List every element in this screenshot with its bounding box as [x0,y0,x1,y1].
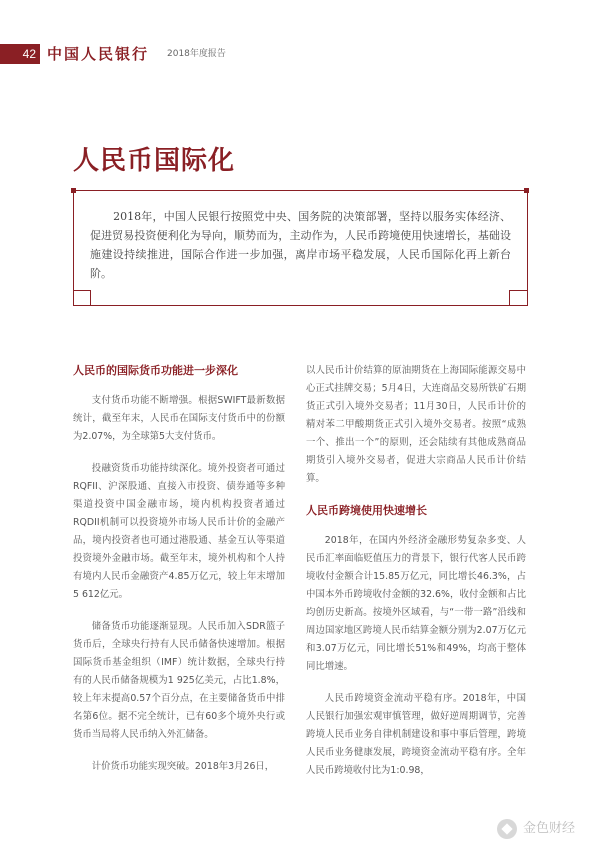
paragraph-capital-flows: 人民币跨境资金流动平稳有序。2018年，中国人民银行加强宏观审慎管理，做好逆周期调节，完善跨境人民币业务自律机制建设和事中事后管理，跨境人民币业务健康发展，跨境资金流动平稳有序。全年人民币跨境收付比为1:0.98， [306,693,526,776]
report-name: 2018年度报告 [167,49,226,59]
frame-top-rule [73,190,528,191]
frame-right-edge [509,190,528,305]
section-heading-international-function: 人民币的国际货币功能进一步深化 [73,364,238,377]
page-title: 人民币国际化 [73,146,236,176]
right-column [306,362,526,780]
left-column [73,362,285,776]
paragraph-pricing-currency: 计价货币功能实现突破。2018年3月26日， [91,761,275,772]
watermark-logo-icon [497,819,517,839]
watermark-text: 金色财经 [523,821,576,836]
paragraph-pricing-continuation: 以人民币计价结算的原油期货在上海国际能源交易中心正式挂牌交易；5月4日，大连商品交易所铁矿石期货正式引入境外交易者；11月30日，人民币计价的精对苯二甲酸期货正式引入境外交易者。按照“成熟一个、推出一个”的原则，还会陆续有其他成熟商品期货引入境外交易者，促进大宗商品人民币计价结算。 [306,365,526,484]
paragraph-reserve-currency: 储备货币功能逐渐显现。人民币加入SDR篮子货币后，全球央行持有人民币储备快速增加。根据国际货币基金组织（IMF）统计数据，全球央行持有的人民币储备规模为1 925亿美元，占比1.8%，较上年末提高0.57个百分点，在主要储备货币中排名第6位。据不完全统计，已有60多个境外央行或货币当局将人民币纳入外汇储备。 [73,621,285,740]
section-heading-cross-border-growth: 人民币跨境使用快速增长 [306,504,427,517]
page-header [0,44,600,64]
frame-left-edge [73,190,91,305]
paragraph-cross-border-settlement: 2018年，在国内外经济金融形势复杂多变、人民币汇率面临贬值压力的背景下，银行代客人民币跨境收付金额合计15.85万亿元，同比增长46.3%，占中国本外币跨境收付金额的32.6%，收付金额和占比均创历史新高。按境外区域看，与“一带一路”沿线和周边国家地区跨境人民币结算金额分别为2.07万亿元和3.07万亿元，同比增长51%和49%，均高于整体同比增速。 [306,535,526,672]
page-number: 42 [0,44,40,64]
bank-logo-text: 中国人民银行 [47,45,150,63]
frame-notch-right [509,290,528,306]
paragraph-payment-currency: 支付货币功能不断增强。根据SWIFT最新数据统计，截至年末，人民币在国际支付货币中的份额为2.07%，为全球第5大支付货币。 [73,395,285,442]
intro-paragraph: 2018年，中国人民银行按照党中央、国务院的决策部署，坚持以服务实体经济、促进贸易投资便利化为导向，顺势而为，主动作为，人民币跨境使用快速增长，基础设施建设持续推进，国际合作进一步加强，离岸市场平稳发展，人民币国际化再上新台阶。 [90,210,511,280]
frame-bottom-rule [73,305,528,306]
frame-notch-left [73,290,91,306]
paragraph-investment-currency: 投融资货币功能持续深化。境外投资者可通过RQFII、沪深股通、直接入市投资、债券通等多种渠道投资中国金融市场，境内机构投资者通过RQDII机制可以投资境外市场人民币计价的金融产品，境内投资者也可通过港股通、基金互认等渠道投资境外金融市场。截至年末，境外机构和个人持有境内人民币金融资产4.85万亿元，较上年末增加5 612亿元。 [73,463,285,600]
watermark [497,816,592,842]
